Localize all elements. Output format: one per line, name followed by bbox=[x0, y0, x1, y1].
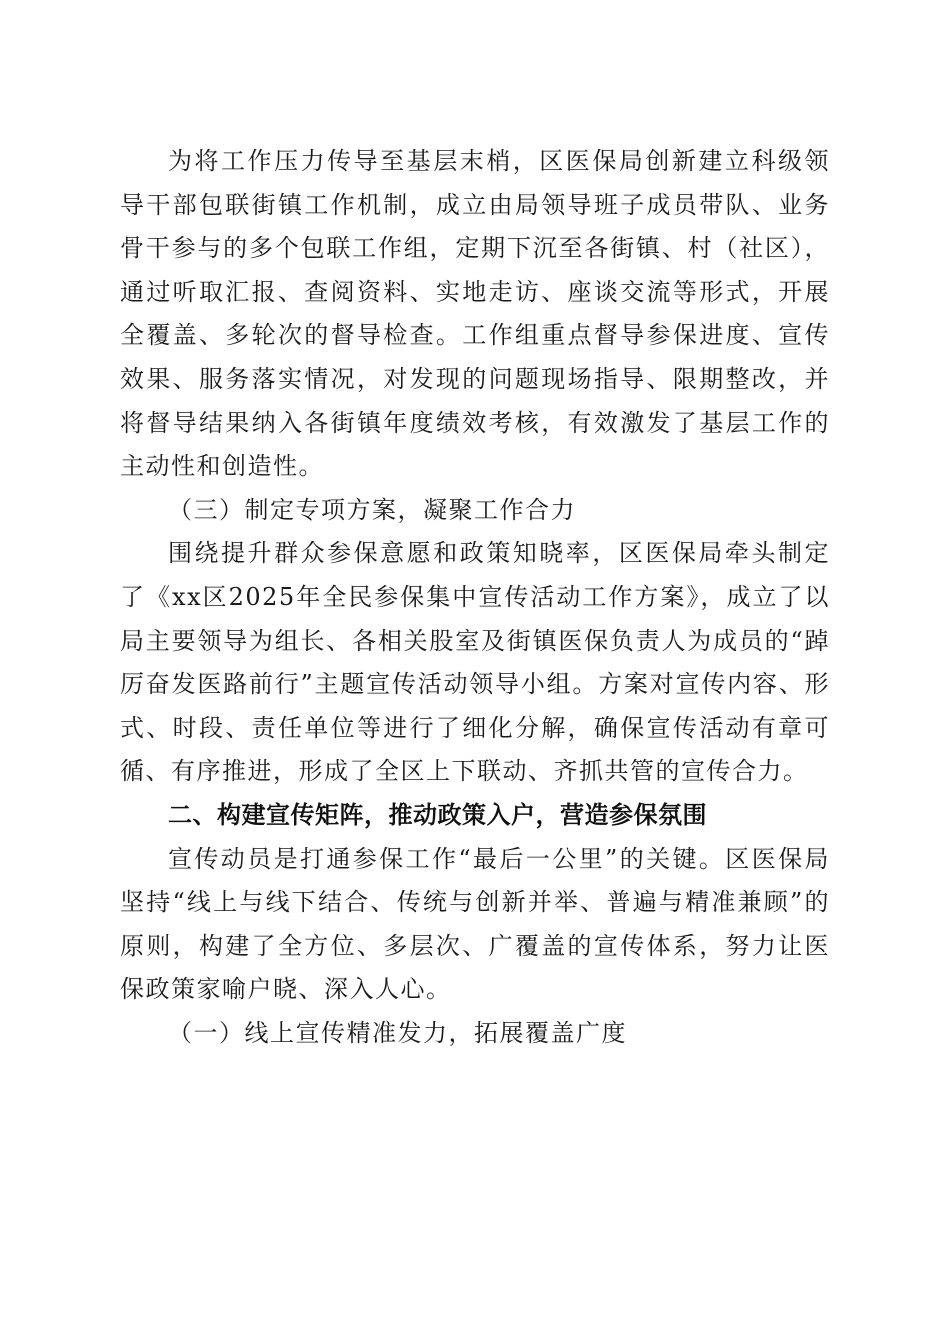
paragraph-supervision-mechanism: 为将工作压力传导至基层末梢，区医保局创新建立科级领导干部包联街镇工作机制，成立由局领导班子成员带队、业务骨干参与的多个包联工作组，定期下沉至各街镇、村（社区），通过听取汇报、查阅资料、实地走访、座谈交流等形式，开展全覆盖、多轮次的督导检查。工作组重点督导参保进度、宣传效果、服务落实情况，对发现的问题现场指导、限期整改，并将督导结果纳入各街镇年度绩效考核，有效激发了基层工作的主动性和创造性。 bbox=[120, 147, 830, 481]
sub-heading-online-publicity: （一）线上宣传精准发力，拓展覆盖广度 bbox=[168, 1018, 627, 1047]
heading-section-two: 二、构建宣传矩阵，推动政策入户，营造参保氛围 bbox=[168, 800, 707, 829]
paragraph-publicity-system: 宣传动员是打通参保工作“最后一公里”的关键。区医保局坚持“线上与线下结合、传统与创新并举、普遍与精准兼顾”的原则，构建了全方位、多层次、广覆盖的宣传体系，努力让医保政策家喻户晓、深入人心。 bbox=[120, 844, 830, 1004]
paragraph-special-plan: 围绕提升群众参保意愿和政策知晓率，区医保局牵头制定了《xx区2025年全民参保集中宣传活动工作方案》，成立了以局主要领导为组长、各相关股室及街镇医保负责人为成员的“踔厉奋发医路前行”主题宣传活动领导小组。方案对宣传内容、形式、时段、责任单位等进行了细化分解，确保宣传活动有章可循、有序推进，形成了全区上下联动、齐抓共管的宣传合力。 bbox=[120, 539, 830, 786]
sub-heading-special-plan: （三）制定专项方案，凝聚工作合力 bbox=[168, 495, 576, 524]
document-body bbox=[120, 140, 830, 1055]
